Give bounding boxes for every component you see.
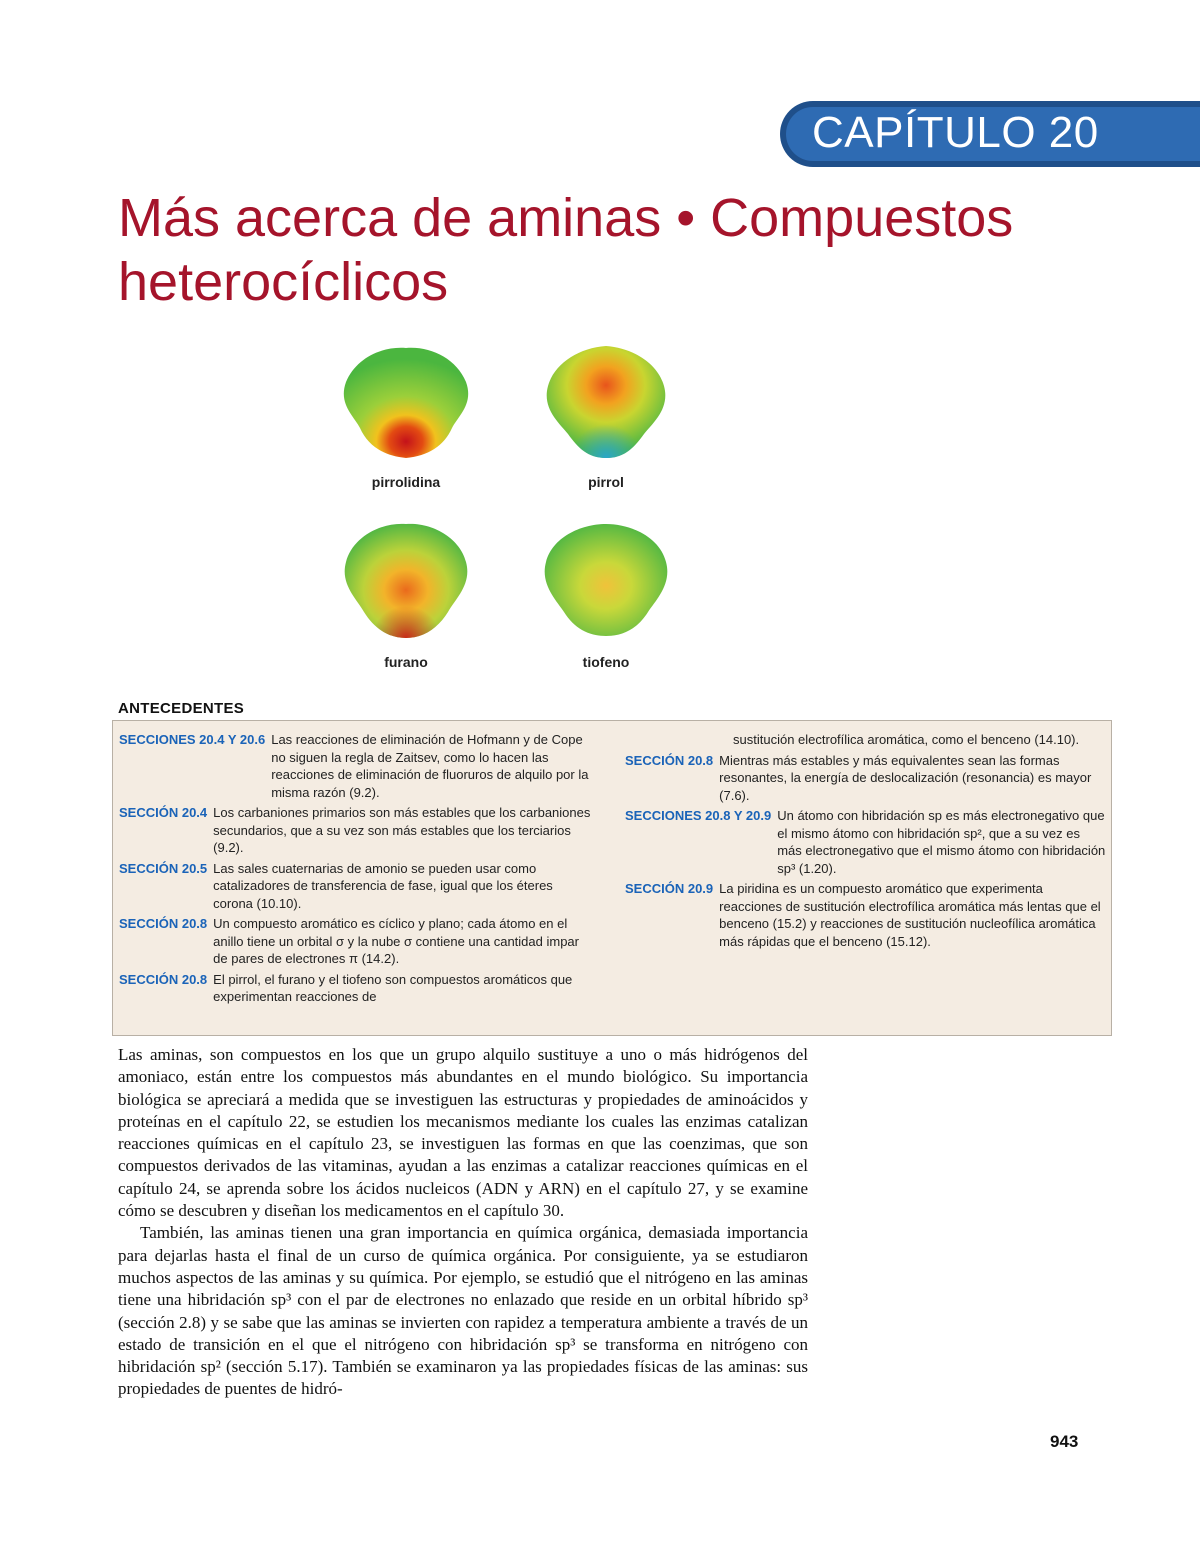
background-entry — [119, 860, 595, 913]
entry-text: Las sales cuaternarias de amonio se pueden usar como catalizadores de transferencia de fase, igual que los éteres corona (10.10). — [213, 860, 553, 911]
pyrrole-map-image — [538, 342, 674, 462]
chapter-title: Más acerca de aminas • Compuestos heterocíclicos — [118, 188, 1014, 312]
background-left-column — [119, 731, 595, 1009]
entry-text: Mientras más estables y más equivalentes sean las formas resonantes, la energía de deslocalización (resonancia) es mayor (7.6). — [719, 752, 1092, 803]
electrostatic-potential-maps — [330, 330, 690, 690]
thiophene-map-image — [538, 520, 674, 640]
background-heading: ANTECEDENTES — [118, 700, 245, 717]
background-box — [112, 720, 1112, 1036]
section-ref: SECCIONES 20.8 Y 20.9 — [625, 808, 772, 823]
background-entry — [625, 880, 1107, 950]
background-entry — [119, 804, 595, 857]
furan-label: furano — [384, 654, 428, 670]
background-entry — [119, 915, 595, 968]
section-ref: SECCIÓN 20.8 — [625, 752, 714, 768]
section-ref: SECCIONES 20.4 Y 20.6 — [119, 732, 266, 747]
section-ref: SECCIÓN 20.8 — [119, 971, 208, 987]
chapter-label: CAPÍTULO 20 — [812, 108, 1099, 157]
entry-text: Un compuesto aromático es cíclico y plano; cada átomo en el anillo tiene un orbital σ y la nube σ contiene una cantidad impar de pares de electrones π (14.2). — [213, 916, 579, 966]
body-paragraph: También, las aminas tienen una gran importancia en química orgánica, demasiada importancia para dejarlas hasta el final de un curso de química orgánica. Por consiguiente, ya se estudiaron muchos aspectos de las aminas y su química. Por ejemplo, se estudió que el nitrógeno en las aminas tiene una hibridación sp³ con el par de electrones no enlazado que reside en un orbital híbrido sp³ (sección 2.8) y se sabe que las aminas se invierten con rapidez a temperatura ambiente a través de un estado de transición en el que el nitrógeno con hibridación sp³ se transforma en nitrógeno con hibridación sp² (sección 5.17). También se examinaron ya las propiedades físicas de las aminas: sus propiedades de puentes de hidró- — [118, 1223, 808, 1399]
body-paragraph: Las aminas, son compuestos en los que un grupo alquilo sustituye a uno o más hidrógenos del amoniaco, están entre los compuestos más abundantes en el mundo biológico. Su importancia biológica se apreciará a medida que se investiguen las estructuras y propiedades de aminoácidos y proteínas en el capítulo 22, se estudien los mecanismos mediante los cuales las enzimas catalizan reacciones químicas en el capítulo 23, se investiguen las formas en que las coenzimas, que son compuestos derivados de las vitaminas, ayudan a las enzimas a catalizar reacciones químicas en el capítulo 24, se aprenda sobre los ácidos nucleicos (ADN y ARN) en el capítulo 27, y se examine cómo se descubren y diseñan los medicamentos en el capítulo 30. — [118, 1045, 808, 1221]
body-text — [118, 1044, 808, 1401]
section-ref: SECCIÓN 20.9 — [625, 881, 714, 896]
page-number: 943 — [1050, 1432, 1079, 1451]
section-ref: SECCIÓN 20.4 — [119, 805, 208, 820]
background-right-column — [625, 731, 1107, 953]
furan-map-image — [338, 520, 474, 640]
pyrrolidine-label: pirrolidina — [371, 474, 441, 490]
pyrrole-label: pirrol — [588, 474, 624, 490]
background-entry — [625, 752, 1107, 805]
background-entry — [119, 731, 595, 801]
background-entry-continuation — [625, 731, 1107, 749]
entry-text: El pirrol, el furano y el tiofeno son compuestos aromáticos que experimentan reacciones de — [213, 971, 573, 1004]
background-entry — [625, 807, 1107, 877]
entry-text: Las reacciones de eliminación de Hofmann y de Cope no siguen la regla de Zaitsev, como lo hacen las reacciones de eliminación de fluoruros de alquilo por la misma razón (9.2). — [271, 732, 589, 800]
pyrrolidine-map-image — [338, 342, 474, 462]
entry-text: Los carbaniones primarios son más estables que los carbaniones secundarios, que a su vez son más estables que los terciarios (9.2). — [213, 805, 591, 855]
entry-text: Un átomo con hibridación sp es más electronegativo que el mismo átomo con hibridación sp², que a su vez es más electronegativo que el mismo átomo con hibridación sp³ (1.20). — [777, 808, 1106, 876]
entry-text: La piridina es un compuesto aromático que experimenta reacciones de sustitución electrofílica aromática más lentas que el benceno (15.2) y reacciones de sustitución nucleofílica aromática más rápidas que el benceno (15.12). — [719, 881, 1101, 949]
section-ref: SECCIÓN 20.8 — [119, 916, 208, 931]
background-entry — [119, 971, 595, 1006]
entry-text: sustitución electrofílica aromática, como el benceno (14.10). — [733, 732, 1080, 747]
thiophene-label: tiofeno — [582, 654, 630, 670]
section-ref: SECCIÓN 20.5 — [119, 860, 208, 876]
